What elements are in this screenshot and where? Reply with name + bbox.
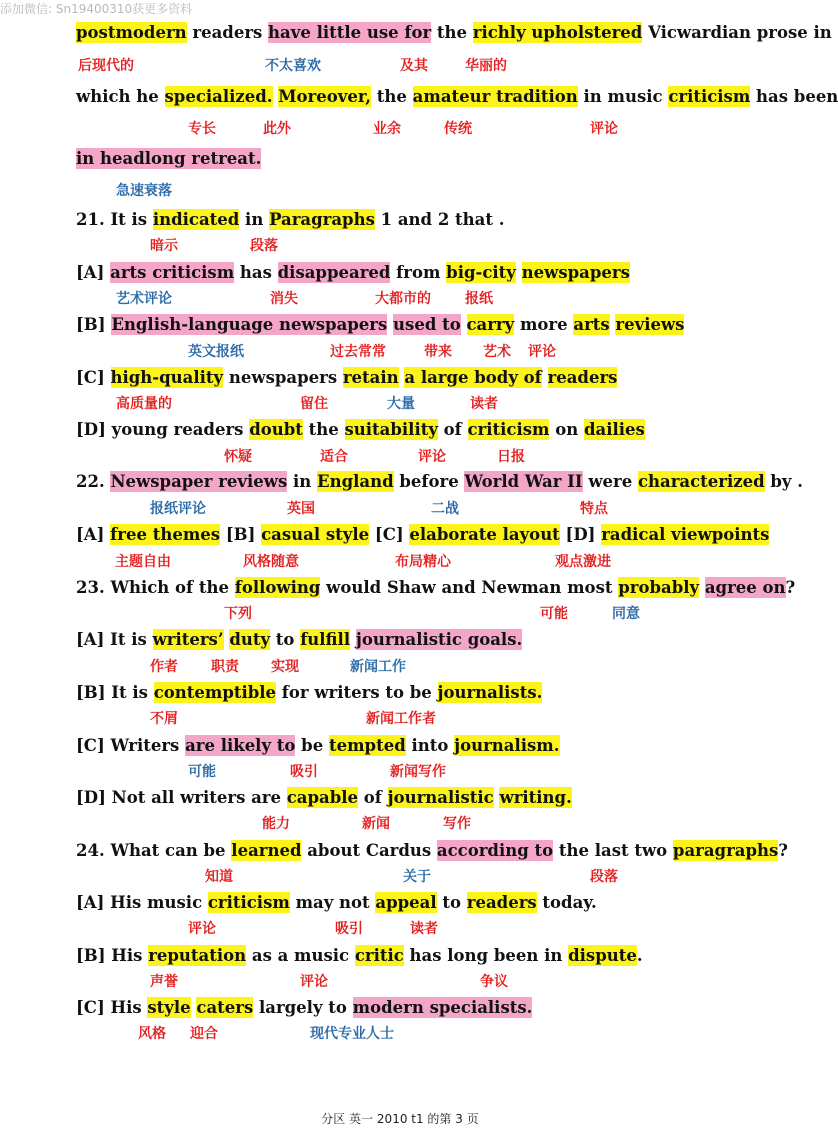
annotation-note: 读者	[470, 396, 498, 412]
annotation-note: 新闻工作	[350, 659, 406, 675]
highlight-yellow: journalists.	[437, 683, 543, 702]
annotation-note: 艺术评论	[116, 291, 172, 307]
text-line	[76, 147, 261, 171]
highlight-yellow: casual style	[261, 525, 370, 544]
highlight-yellow: criticism	[207, 893, 290, 912]
annotation-note: 能力	[262, 816, 290, 832]
text-run: readers	[186, 23, 269, 42]
text-run: largely to	[253, 998, 353, 1017]
text-run: Vicwardian prose in	[642, 23, 832, 42]
annotation-note: 不太喜欢	[265, 58, 321, 74]
text-run: before	[393, 472, 465, 491]
text-run: [C]	[369, 525, 410, 544]
text-run	[350, 629, 356, 650]
highlight-yellow: style	[147, 998, 191, 1017]
text-line	[76, 734, 560, 758]
text-run	[542, 367, 548, 388]
text-run: [B] It is	[76, 683, 154, 702]
highlight-pink: in headlong retreat.	[76, 149, 262, 168]
annotation-note: 专长	[188, 121, 216, 137]
text-line	[76, 839, 788, 863]
text-run: [D]	[559, 525, 602, 544]
highlight-yellow: doubt	[249, 420, 303, 439]
highlight-yellow: retain	[342, 368, 399, 387]
text-run: [C]	[76, 368, 111, 387]
highlight-yellow: dailies	[583, 420, 645, 439]
annotation-note: 吸引	[335, 921, 363, 937]
highlight-yellow: amateur tradition	[412, 87, 578, 106]
annotation-note: 吸引	[290, 764, 318, 780]
text-run: in	[239, 210, 270, 229]
text-run: to	[270, 630, 301, 649]
text-run: [A]	[76, 525, 111, 544]
text-run: the last two	[553, 841, 673, 860]
highlight-yellow: duty	[229, 630, 271, 649]
text-run: in	[287, 472, 318, 491]
highlight-yellow: reputation	[148, 946, 247, 965]
annotation-note: 段落	[250, 238, 278, 254]
highlight-yellow: journalistic	[387, 788, 494, 807]
highlight-yellow: postmodern	[76, 23, 187, 42]
highlight-yellow: writing.	[499, 788, 572, 807]
text-run	[516, 262, 522, 283]
annotation-note: 风格随意	[243, 554, 299, 570]
highlight-yellow: readers	[466, 893, 537, 912]
annotation-note: 可能	[540, 606, 568, 622]
highlight-pink: World War II	[464, 472, 583, 491]
annotation-note: 主题自由	[115, 554, 171, 570]
annotation-note: 及其	[400, 58, 428, 74]
text-line	[76, 996, 532, 1020]
text-run: the	[302, 420, 345, 439]
annotation-note: 迎合	[190, 1026, 218, 1042]
annotation-note: 英国	[287, 501, 315, 517]
text-run: the	[371, 87, 413, 106]
highlight-yellow: appeal	[375, 893, 437, 912]
annotation-note: 大量	[387, 396, 415, 412]
text-run: has	[234, 263, 278, 282]
annotation-note: 此外	[263, 121, 291, 137]
text-line	[76, 681, 542, 705]
highlight-yellow: suitability	[344, 420, 438, 439]
text-run: for writers to be	[276, 683, 438, 702]
annotation-note: 艺术	[483, 344, 511, 360]
highlight-yellow: paragraphs	[672, 841, 779, 860]
highlight-yellow: a large body of	[404, 368, 542, 387]
text-line	[76, 85, 838, 109]
text-run: from	[390, 263, 447, 282]
highlight-yellow: dispute	[568, 946, 637, 965]
annotation-note: 暗示	[150, 238, 178, 254]
annotation-note: 观点激进	[555, 554, 611, 570]
highlight-pink: agree on	[704, 578, 786, 597]
highlight-yellow: writers’	[152, 630, 224, 649]
annotation-note: 评论	[590, 121, 618, 137]
text-run: into	[405, 736, 455, 755]
text-line	[76, 944, 643, 968]
annotation-note: 留住	[300, 396, 328, 412]
annotation-note: 大都市的	[375, 291, 431, 307]
annotation-note: 职责	[211, 659, 239, 675]
annotation-note: 同意	[612, 606, 640, 622]
text-run: newspapers	[223, 368, 343, 387]
text-run: which he	[76, 87, 165, 106]
highlight-yellow: big-city	[446, 263, 516, 282]
text-run: of	[358, 788, 388, 807]
annotation-note: 下列	[224, 606, 252, 622]
text-line	[76, 523, 769, 547]
highlight-yellow: criticism	[668, 87, 751, 106]
highlight-pink: have little use for	[268, 23, 432, 42]
annotation-note: 后现代的	[78, 58, 134, 74]
text-line	[76, 418, 645, 442]
text-line	[76, 366, 617, 390]
highlight-pink: English-language newspapers	[111, 315, 388, 334]
highlight-yellow: elaborate layout	[409, 525, 560, 544]
annotation-note: 实现	[271, 659, 299, 675]
text-line	[76, 786, 572, 810]
text-run: [C] Writers	[76, 736, 186, 755]
annotation-note: 评论	[418, 449, 446, 465]
text-run: about Cardus	[301, 841, 437, 860]
annotation-note: 作者	[150, 659, 178, 675]
annotation-note: 读者	[410, 921, 438, 937]
annotation-note: 业余	[373, 121, 401, 137]
highlight-yellow: following	[234, 578, 321, 597]
highlight-yellow: newspapers	[521, 263, 630, 282]
annotation-note: 过去常常	[330, 344, 386, 360]
highlight-yellow: caters	[196, 998, 254, 1017]
highlight-pink: used to	[393, 315, 461, 334]
highlight-pink: journalistic goals.	[355, 630, 523, 649]
highlight-yellow: capable	[286, 788, 359, 807]
highlight-yellow: radical viewpoints	[601, 525, 770, 544]
text-run: 21. It is	[76, 210, 153, 229]
highlight-yellow: free themes	[110, 525, 221, 544]
highlight-yellow: tempted	[328, 736, 406, 755]
text-run: [A] His music	[76, 893, 208, 912]
text-run: [D] young readers	[76, 420, 250, 439]
text-run: [A] It is	[76, 630, 153, 649]
annotation-note: 声誉	[150, 974, 178, 990]
highlight-pink: according to	[436, 841, 554, 860]
annotation-note: 消失	[270, 291, 298, 307]
text-run: has long been in	[403, 946, 569, 965]
page-footer: 分区 英一 2010 t1 的第 3 页	[321, 1112, 479, 1126]
text-run: [B]	[220, 525, 262, 544]
highlight-yellow: contemptible	[153, 683, 277, 702]
text-run	[699, 577, 705, 598]
highlight-yellow: high-quality	[110, 368, 224, 387]
text-run: the	[431, 23, 473, 42]
annotation-note: 可能	[188, 764, 216, 780]
annotation-note: 关于	[403, 869, 431, 885]
text-line	[76, 891, 597, 915]
text-run: be	[295, 736, 329, 755]
annotation-note: 评论	[300, 974, 328, 990]
text-line	[76, 470, 803, 494]
text-run: [C] His	[76, 998, 148, 1017]
highlight-yellow: probably	[618, 578, 700, 597]
highlight-pink: are likely to	[185, 736, 296, 755]
text-run: on	[549, 420, 584, 439]
highlight-yellow: Moreover,	[278, 87, 372, 106]
annotation-note: 评论	[188, 921, 216, 937]
text-run: .	[636, 946, 643, 965]
text-run: [D] Not all writers are	[76, 788, 287, 807]
annotation-note: 布局精心	[395, 554, 451, 570]
highlight-yellow: richly upholstered	[472, 23, 643, 42]
highlight-yellow: England	[317, 472, 394, 491]
text-run	[461, 314, 467, 335]
annotation-note: 现代专业人士	[310, 1026, 394, 1042]
text-run: 1 and 2 that .	[374, 210, 505, 229]
annotation-note: 华丽的	[465, 58, 507, 74]
text-line	[76, 313, 684, 337]
highlight-yellow: indicated	[152, 210, 240, 229]
text-run: today.	[536, 893, 597, 912]
highlight-pink: Newspaper reviews	[110, 472, 288, 491]
highlight-pink: disappeared	[277, 263, 391, 282]
annotation-note: 高质量的	[116, 396, 172, 412]
annotation-note: 英文报纸	[188, 344, 244, 360]
highlight-yellow: carry	[466, 315, 515, 334]
annotation-note: 知道	[205, 869, 233, 885]
text-run: ?	[785, 578, 796, 597]
highlight-yellow: Paragraphs	[269, 210, 375, 229]
annotation-note: 急速衰落	[116, 183, 172, 199]
text-run: [B]	[76, 315, 112, 334]
highlight-pink: arts criticism	[110, 263, 235, 282]
text-run: has been	[750, 87, 838, 106]
annotation-note: 怀疑	[224, 449, 252, 465]
text-run: were	[582, 472, 638, 491]
highlight-yellow: readers	[547, 368, 618, 387]
annotation-note: 评论	[528, 344, 556, 360]
text-run: [B] His	[76, 946, 149, 965]
text-run: 24. What can be	[76, 841, 232, 860]
annotation-note: 适合	[320, 449, 348, 465]
highlight-yellow: critic	[354, 946, 404, 965]
text-run: as a music	[246, 946, 355, 965]
highlight-yellow: learned	[231, 841, 302, 860]
annotation-note: 风格	[138, 1026, 166, 1042]
annotation-note: 传统	[444, 121, 472, 137]
text-line	[76, 628, 522, 652]
text-run: [A]	[76, 263, 111, 282]
annotation-note: 不屑	[150, 711, 178, 727]
highlight-yellow: specialized.	[164, 87, 273, 106]
text-line	[76, 208, 504, 232]
highlight-yellow: journalism.	[454, 736, 560, 755]
annotation-note: 新闻工作者	[366, 711, 436, 727]
annotation-note: 特点	[580, 501, 608, 517]
annotation-note: 二战	[431, 501, 459, 517]
annotation-note: 日报	[497, 449, 525, 465]
text-run: by .	[764, 472, 803, 491]
text-run: 22.	[76, 472, 111, 491]
highlight-yellow: characterized	[637, 472, 765, 491]
annotation-note: 新闻写作	[390, 764, 446, 780]
highlight-pink: modern specialists.	[352, 998, 533, 1017]
text-line	[76, 21, 832, 45]
text-run: more	[514, 315, 574, 334]
annotation-note: 新闻	[362, 816, 390, 832]
text-run: of	[437, 420, 468, 439]
highlight-yellow: criticism	[467, 420, 550, 439]
annotation-note: 报纸评论	[150, 501, 206, 517]
text-run: to	[436, 893, 467, 912]
highlight-yellow: arts	[573, 315, 610, 334]
text-run: would Shaw and Newman most	[320, 578, 619, 597]
annotation-note: 争议	[480, 974, 508, 990]
annotation-note: 写作	[443, 816, 471, 832]
highlight-yellow: fulfill	[300, 630, 351, 649]
text-line	[76, 261, 630, 285]
annotation-note: 报纸	[465, 291, 493, 307]
text-run: may not	[289, 893, 376, 912]
highlight-yellow: reviews	[615, 315, 685, 334]
annotation-note: 段落	[590, 869, 618, 885]
watermark: 添加微信: Sn19400310获更多资料	[0, 2, 193, 16]
text-run: in music	[577, 87, 669, 106]
annotation-note: 带来	[424, 344, 452, 360]
text-run: ?	[778, 841, 788, 860]
text-run: 23. Which of the	[76, 578, 235, 597]
text-line	[76, 576, 795, 600]
